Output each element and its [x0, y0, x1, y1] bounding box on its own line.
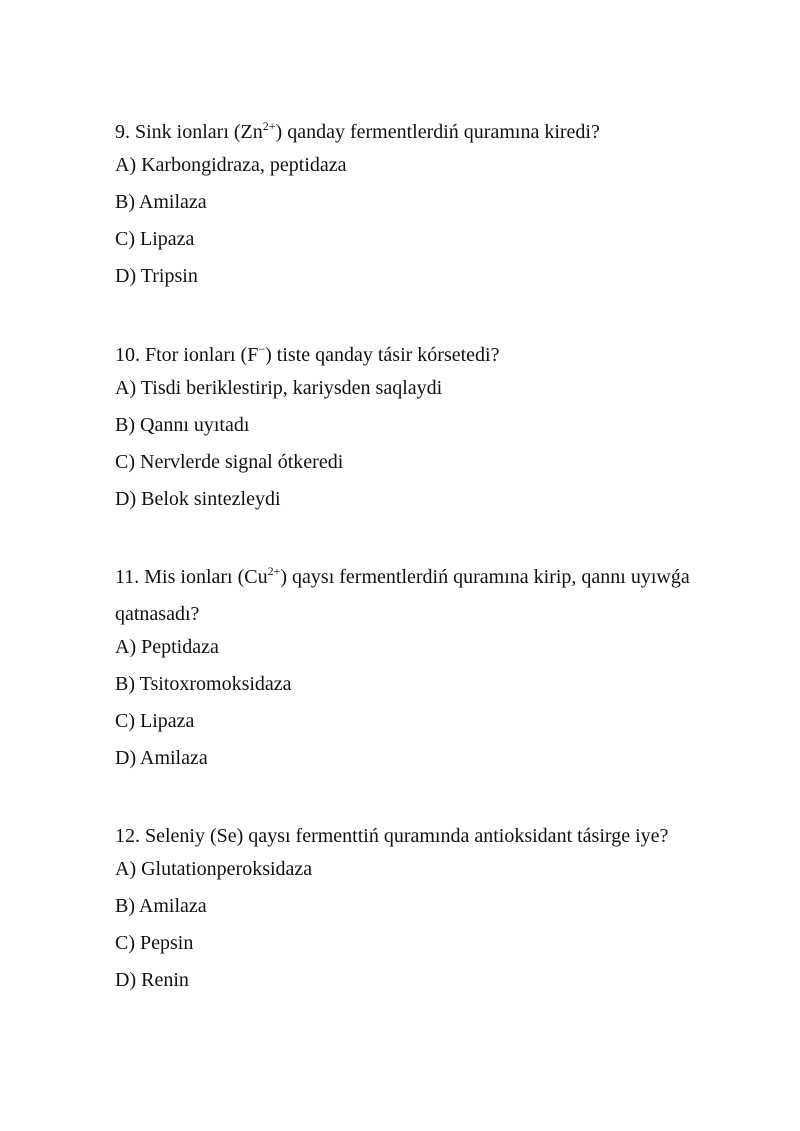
answer-option-d: D) Renin	[115, 969, 189, 991]
stem-text: Ftor ionları (F	[145, 344, 259, 366]
answer-option-b: B) Tsitoxromoksidaza	[115, 673, 292, 695]
answer-option-a: A) Peptidaza	[115, 636, 219, 658]
question-11	[115, 559, 755, 781]
answer-option-c: C) Lipaza	[115, 710, 195, 732]
question-number: 9.	[115, 121, 130, 143]
stem-text: Mis ionları (Cu	[144, 566, 268, 588]
answer-option-c: C) Nervlerde signal ótkeredi	[115, 451, 344, 473]
stem-text: ) qanday fermentlerdiń quramına kiredi?	[275, 121, 600, 143]
answer-option-d: D) Belok sintezleydi	[115, 488, 281, 510]
stem-text: Seleniy (Se) qaysı fermenttiń quramında antioksidant tásirge iye?	[145, 825, 669, 847]
question-number: 12.	[115, 825, 140, 847]
stem-text: Sink ionları (Zn	[135, 121, 263, 143]
answer-option-b: B) Amilaza	[115, 895, 207, 917]
answer-option-a: A) Tisdi beriklestirip, kariysden saqlaydi	[115, 377, 443, 399]
answer-option-a: A) Karbongidraza, peptidaza	[115, 154, 347, 176]
charge-superscript: 2+	[262, 119, 276, 133]
charge-superscript: 2+	[267, 564, 281, 578]
answer-option-c: C) Pepsin	[115, 932, 194, 954]
question-stem	[115, 818, 755, 855]
question-number: 11.	[115, 566, 140, 588]
answer-option-b: B) Qannı uyıtadı	[115, 414, 250, 436]
stem-text: ) qaysı fermentlerdiń quramına kirip, qannı uyıwǵa qatnasadı?	[115, 566, 690, 625]
question-10	[115, 337, 755, 522]
charge-superscript: −	[258, 342, 266, 356]
question-stem	[115, 337, 755, 374]
answer-option-b: B) Amilaza	[115, 191, 207, 213]
stem-text: ) tiste qanday tásir kórsetedi?	[265, 344, 500, 366]
answer-option-d: D) Tripsin	[115, 265, 198, 287]
answer-option-a: A) Glutationperoksidaza	[115, 858, 313, 880]
question-12	[115, 818, 755, 1003]
question-number: 10.	[115, 344, 140, 366]
question-stem	[115, 559, 755, 633]
question-stem	[115, 114, 755, 151]
answer-option-d: D) Amilaza	[115, 747, 208, 769]
question-9	[115, 114, 755, 299]
answer-option-c: C) Lipaza	[115, 228, 195, 250]
